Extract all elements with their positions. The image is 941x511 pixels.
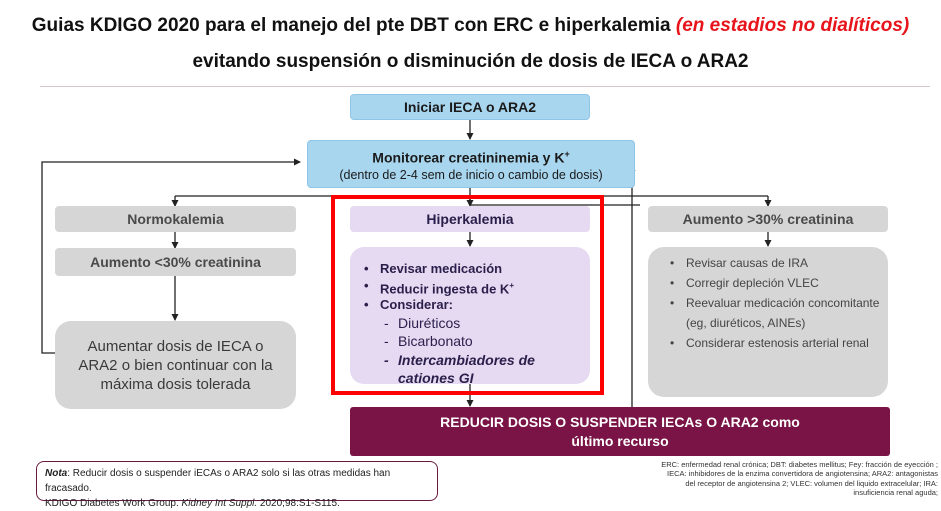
abbr-line-2: IECA: inhibidores de la enzima convertidora de angiotensina; ARA2: antagonistas	[667, 469, 938, 479]
creat-action-1: • Revisar causas de IRA	[656, 253, 880, 273]
aumento-mayor-label: Aumento >30% creatinina	[682, 211, 854, 227]
monitor-sup: +	[564, 149, 570, 160]
aumento-mayor-node	[648, 206, 888, 232]
reducir-node	[350, 407, 890, 456]
aumentar-dosis-node	[55, 321, 296, 409]
monitor-title-text: Monitorear creatininemia y K	[372, 149, 565, 166]
action-considerar: • Considerar:	[358, 297, 582, 314]
monitor-node	[307, 140, 635, 188]
normokalemia-node	[55, 206, 296, 232]
note-box	[36, 461, 438, 509]
title-part1: Guias KDIGO 2020 para el manejo del pte DBT con ERC e hiperkalemia	[31, 15, 676, 36]
abbr-line-1: ERC: enfermedad renal crónica; DBT: diabetes mellitus; Fey: fracción de eyección ;	[661, 460, 938, 469]
normokalemia-label: Normokalemia	[127, 211, 224, 227]
action-revisar: • Revisar medicación	[358, 261, 582, 278]
aumento-menor-node	[55, 248, 296, 276]
abbreviations	[600, 460, 938, 497]
title-highlight: (en estadios no dialíticos)	[675, 15, 910, 36]
title-part2: evitando suspensión o disminución de dosis de IECA o ARA2	[192, 51, 749, 72]
creatinina-action-list	[656, 253, 880, 351]
option-diureticos: - Diuréticos	[358, 314, 582, 333]
action-reducir-sup: +	[509, 280, 514, 290]
abbr-line-4: insuficiencia renal aguda;	[853, 487, 938, 497]
aumento-menor-label: Aumento <30% creatinina	[90, 254, 261, 270]
start-label: Iniciar IECA o ARA2	[404, 99, 536, 115]
highlight-frame	[331, 195, 604, 395]
note-ref-journal: Kidney Int Suppl.	[181, 498, 258, 509]
action-reducir-ingesta-text: Reducir ingesta de K	[380, 280, 510, 296]
note-label: Nota	[45, 468, 68, 479]
creat-action-2: • Corregir depleción VLEC	[656, 273, 880, 293]
reducir-line2: último recurso	[571, 432, 669, 449]
option-bicarbonato: - Bicarbonato	[358, 332, 582, 351]
reducir-line1: REDUCIR DOSIS O SUSPENDER IECAs O ARA2 como	[440, 413, 800, 430]
creatinina-actions	[648, 247, 888, 397]
creat-action-3: • Reevaluar medicación concomitante (eg, diuréticos, AINEs)	[656, 293, 880, 333]
note-ref-prefix: KDIGO Diabetes Work Group.	[45, 498, 182, 509]
option-intercambiadores: - Intercambiadores de cationes GI	[358, 351, 582, 388]
note-line	[45, 466, 429, 496]
hiperkalemia-label: Hiperkalemia	[426, 211, 514, 227]
monitor-subtitle: (dentro de 2-4 sem de inicio o cambio de dosis)	[339, 167, 603, 182]
abbr-line-3: del receptor de angiotensina 2; VLEC: volumen del liquido extracelular; IRA:	[685, 478, 938, 488]
creat-action-4: • Considerar estenosis arterial renal	[656, 335, 880, 351]
monitor-title	[372, 145, 569, 167]
note-text: : Reducir dosis o suspender iECAs o ARA2 solo si las otras medidas han fracasado.	[45, 468, 391, 494]
start-node	[350, 94, 590, 120]
aumentar-dosis-label: Aumentar dosis de IECA o ARA2 o bien continuar con la máxima dosis tolerada	[78, 337, 273, 393]
note-ref-suffix: 2020;98:S1-S115.	[257, 498, 340, 509]
